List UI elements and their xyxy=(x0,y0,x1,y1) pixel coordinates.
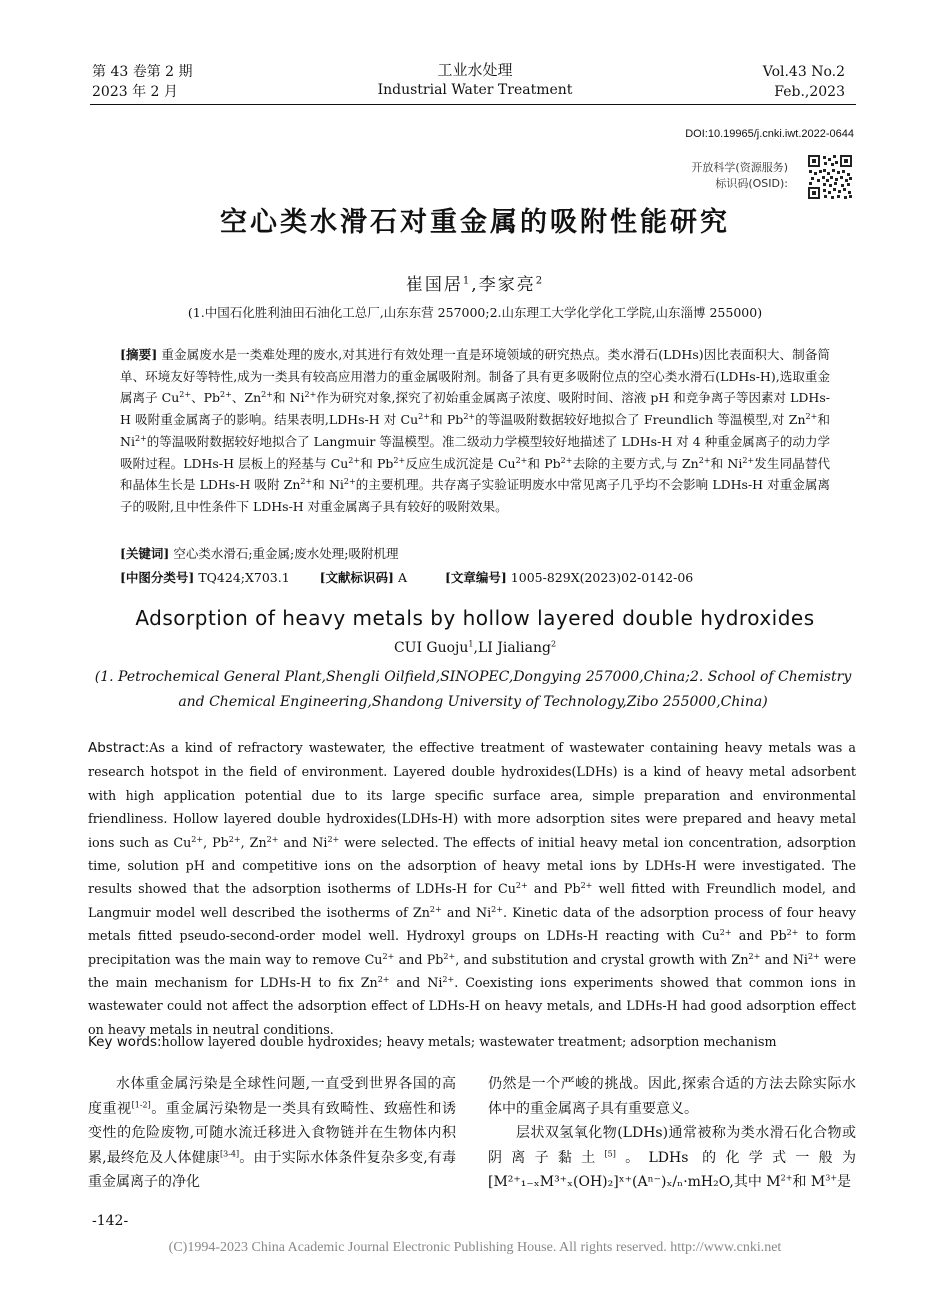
affiliation-cn: (1.中国石化胜利油田石油化工总厂,山东东营 257000;2.山东理工大学化学化工学院,山东淄博 255000) xyxy=(187,305,763,320)
authors-en: CUI Guoju$^1$,LI Jialiang$^2$ xyxy=(393,639,557,656)
header-right xyxy=(763,62,845,102)
clc-number: TQ424;X703.1 xyxy=(198,570,290,585)
journal-en: Industrial Water Treatment xyxy=(377,82,573,98)
date-cn: 2023 年 2 月 xyxy=(92,84,178,100)
body-column-right: 仍然是一个严峻的挑战。因此,探索合适的方法去除实际水体中的重金属离子具有重要意义。 层状双氢氧化物(LDHs)通常被称为类水滑石化合物或阴离子黏土[5]。LDHs 的化学式一般为[M²⁺₁₋ₓM³⁺ₓ(OH)₂]ˣ⁺(Aⁿ⁻)ₓ/ₙ·mH₂O,其中 $M^{2+}$和 $M^{3+}$是 xyxy=(488,1076,856,1190)
keywords-en-label: Key words: xyxy=(88,1034,162,1050)
author-cn-2: 李家亮 xyxy=(478,275,536,295)
keywords-cn-text: 空心类水滑石;重金属;废水处理;吸附机理 xyxy=(173,546,399,561)
osid-line2: 标识码(OSID): xyxy=(715,177,788,190)
citation[interactable]: [3-4] xyxy=(219,1148,240,1158)
osid-line1: 开放科学(资源服务) xyxy=(691,161,788,174)
doi[interactable]: DOI:10.19965/j.cnki.iwt.2022-0644 xyxy=(685,128,854,140)
date-en: Feb.,2023 xyxy=(774,84,845,100)
volume-en: Vol.43 No.2 xyxy=(762,64,845,80)
abstract-en: Abstract:As a kind of refractory wastewater, the effective treatment of wastewater containing heavy metals was a research hotspot in the field of environment. Layered double hydroxides(LDHs) is a kind of heavy metal adsorbent with high application potential due to its large specific surface area, simple preparation and environmental friendliness. Hollow layered double hydroxides(LDHs-H) with more adsorption sites were prepared and heavy metal ions such as $Cu^{2+}$, $Pb^{2+}$, $Zn^{2+}$ and $Ni^{2+}$ were selected. The effects of initial heavy metal ion concentration, adsorption time, solution pH and competitive ions on the adsorption of heavy metal ions by LDHs-H were investigated. The results showed that the adsorption isotherms of LDHs-H for $Cu^{2+}$ and $Pb^{2+}$ well fitted with Freundlich model, and Langmuir model well described the isotherms of $Zn^{2+}$ and $Ni^{2+}$. Kinetic data of the adsorption process of four heavy metals fitted pseudo-second-order model well. Hydroxyl groups on LDHs-H reacting with $Cu^{2+}$ and $Pb^{2+}$ to form precipitation was the main way to remove $Cu^{2+}$ and $Pb^{2+}$, and substitution and crystal growth with $Zn^{2+}$ and $Ni^{2+}$ were the main mechanism for LDHs-H to fix $Zn^{2+}$ and $Ni^{2+}$. Coexisting ions experiments showed that common ions in wastewater could not affect the adsorption effect of LDHs-H on heavy metals, and LDHs-H had good adsorption effect on heavy metals in neutral conditions. xyxy=(88,740,857,1037)
author-cn-1: 崔国居 xyxy=(405,275,463,295)
authors-cn: 崔国居$^1$,李家亮$^2$ xyxy=(405,275,545,295)
osid-label xyxy=(691,160,788,192)
body-column-left: 水体重金属污染是全球性问题,一直受到世界各国的高度重视[1-2]。重金属污染物是一类具有致畸性、致癌性和诱变性的危险废物,可随水流迁移进入食物链并在生物体内积累,最终危及人体健康[3-4]。由于实际水体条件复杂多变,有毒重金属离子的净化 xyxy=(88,1076,457,1190)
abstract-cn-label: [摘要] xyxy=(120,347,158,362)
affiliation-en: (1. Petrochemical General Plant,Shengli Oilfield,SINOPEC,Dongying 257000,China;2. School of Chemistry and Chemical Engineering,Shandong University of Technology,Zibo 255000,China) xyxy=(94,669,852,710)
copyright-footer: (C)1994-2023 China Academic Journal Electronic Publishing House. All rights reserved. http://www.cnki.net xyxy=(168,1240,782,1255)
keywords-cn-label: [关键词] xyxy=(120,546,170,561)
journal-cn: 工业水处理 xyxy=(437,61,513,79)
page-number: -142- xyxy=(92,1213,129,1229)
article-number: 1005-829X(2023)02-0142-06 xyxy=(510,570,694,585)
keywords-en-text: hollow layered double hydroxides; heavy metals; wastewater treatment; adsorption mechanism xyxy=(161,1034,777,1049)
keywords-cn xyxy=(120,543,830,565)
qr-code-icon[interactable] xyxy=(807,154,853,200)
ldh-formula: [M²⁺₁₋ₓM³⁺ₓ(OH)₂]ˣ⁺(Aⁿ⁻)ₓ/ₙ·mH₂O xyxy=(488,1174,730,1190)
abstract-cn: [摘要] 重金属废水是一类难处理的废水,对其进行有效处理一直是环境领域的研究热点。类水滑石(LDHs)因比表面积大、制备简单、环境友好等特性,成为一类具有较高应用潜力的重金属吸附剂。制备了具有更多吸附位点的空心类水滑石(LDHs-H),选取重金属离子 $Cu^{2+}$、$Pb^{2+}$、$Zn^{2+}$和 $Ni^{2+}$作为研究对象,探究了初始重金属离子浓度、吸附时间、溶液 pH 和竞争离子等因素对 LDHs-H 吸附重金属离子的影响。结果表明,LDHs-H 对 $Cu^{2+}$和 $Pb^{2+}$的等温吸附数据较好地拟合了 Freundlich 等温模型,对 $Zn^{2+}$和 $Ni^{2+}$的等温吸附数据较好地拟合了 Langmuir 等温模型。准二级动力学模型较好地描述了 LDHs-H 对 4 种重金属离子的动力学吸附过程。LDHs-H 层板上的羟基与 $Cu^{2+}$和 $Pb^{2+}$反应生成沉淀是 $Cu^{2+}$和 $Pb^{2+}$去除的主要方式,与 $Zn^{2+}$和 $Ni^{2+}$发生同晶替代和晶体生长是 LDHs-H 吸附 $Zn^{2+}$和 $Ni^{2+}$的主要机理。共存离子实验证明废水中常见离子几乎均不会影响 LDHs-H 对重金属离子的吸附,且中性条件下 LDHs-H 对重金属离子具有较好的吸附效果。 xyxy=(120,347,831,514)
abstract-en-label: Abstract: xyxy=(88,740,150,756)
citation[interactable]: [5] xyxy=(604,1148,616,1158)
doc-code: A xyxy=(397,570,407,585)
title-cn: 空心类水滑石对重金属的吸附性能研究 xyxy=(220,207,730,238)
title-en: Adsorption of heavy metals by hollow layered double hydroxides xyxy=(135,606,815,630)
header-rule xyxy=(90,104,856,105)
citation[interactable]: [1-2] xyxy=(131,1099,151,1109)
volume-cn: 第 43 卷第 2 期 xyxy=(92,64,193,80)
classification: [中图分类号] TQ424;X703.1 [文献标识码] A [文章编号] 1005-829X(2023)02-0142-06 xyxy=(120,570,694,585)
keywords-en xyxy=(88,1030,856,1054)
